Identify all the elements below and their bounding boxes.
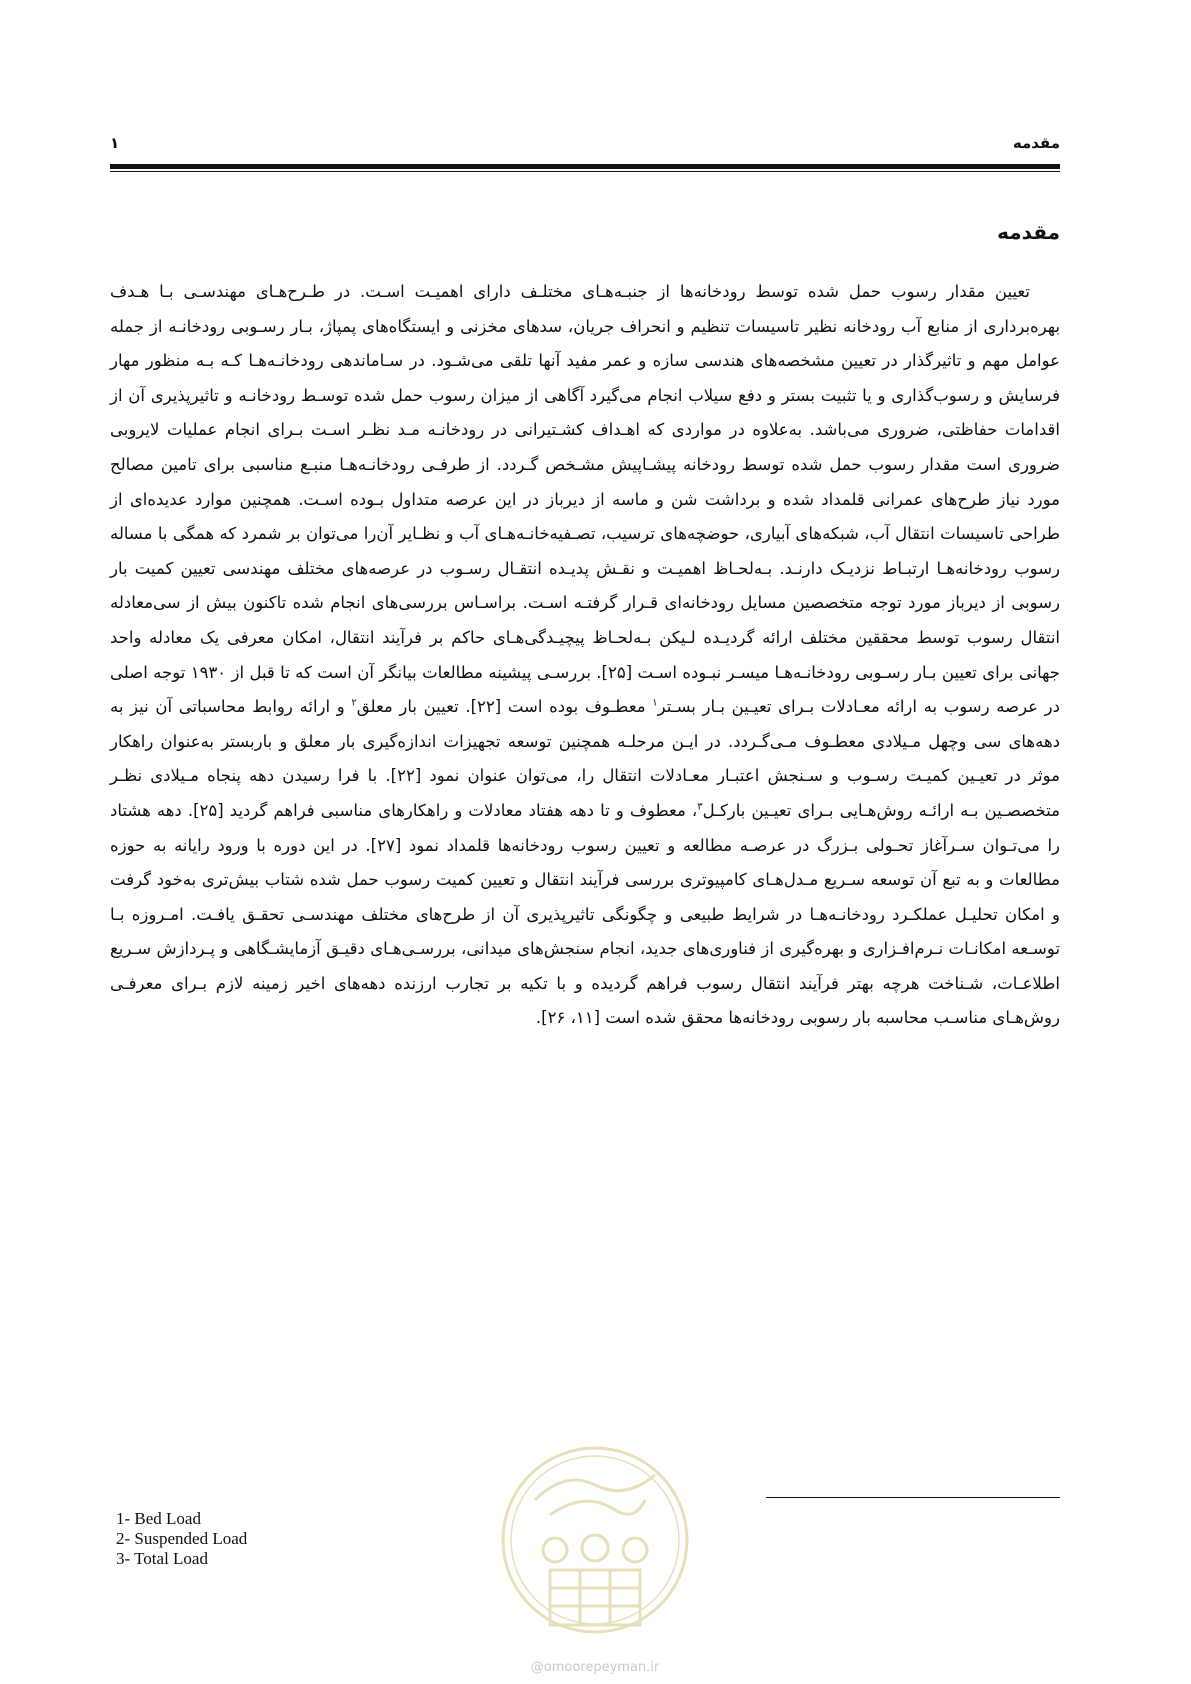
footnote-separator xyxy=(766,1497,1060,1498)
text-segment-4: ، معطوف و تا دهه هفتاد معادلات و راهکارهای مناسبی فراهم گردید [۲۵]. دهه هشتاد را می‌تـوان سـرآغاز تحـولی بـزرگ در عرصـه مطالعه و تعیین رسوب رودخانه‌ها قلمداد نمود [۲۷]. در این دوره با ورود رایانه به حوزه مطالعات و به تبع آن توسعه سـریع مـدل‌هـای کامپیوتری بررسی فرآیند انتقال و تعیین کمیت رسوب حمل شده شتاب بیش‌تری به‌خود گرفت و امکان تحلیـل عملکـرد رودخانـه‌هـا در شرایط طبیعی و چگونگی تاثیرپذیری آن از طرح‌های مختلف مهندسـی تحقـق یافـت. امـروزه بـا توسـعه امکانـات نـرم‌افـزاری و بهره‌گیری از فناوری‌های جدید، انجام سنجش‌های میدانی، بررسـی‌هـای دقیـق آزمایشـگاهی و پـردازش سـریع اطلاعـات، شـناخت هرچه بهتر فرآیند انتقال رسوب فراهم گردیده و با تکیه بر تجارب ارزنده دهه‌های اخیر زمینه لازم بـرای معرفـی روش‌هـای مناسـب محاسبه بار رسوبی رودخانه‌ها محقق شده است [۱۱، ۲۶]. xyxy=(110,800,1060,1028)
footnote-3: 3- Total Load xyxy=(116,1549,208,1568)
footnote-1: 1- Bed Load xyxy=(116,1509,201,1528)
watermark-caption: @omoorepeyman.ir xyxy=(530,1660,660,1675)
footnote-marker-1: ۱ xyxy=(652,697,658,709)
page-number: ۱ xyxy=(110,134,120,152)
footnote-marker-2: ۲ xyxy=(351,697,357,709)
footnote-marker-3: ۳ xyxy=(697,801,703,813)
running-header xyxy=(110,128,1060,158)
body-paragraph xyxy=(110,275,1060,1036)
footnotes xyxy=(116,1509,247,1569)
header-rule-thin xyxy=(110,171,1060,172)
text-segment-2: معطـوف بوده است [۲۲]. تعیین بار معلق xyxy=(356,697,653,717)
watermark-logo-icon xyxy=(495,1430,695,1660)
text-segment-3: و ارائه روابط محاسباتی آن نیز به دهه‌های سی وچهل مـیلادی معطـوف مـی‌گـردد. در ایـن مرحلـه همچنین توسعه تجهیزات اندازه‌گیری بار معلق و باربستر به‌عنوان راهکار موثر در تعیـین کمیـت رسـوب و سـنجش اعتبـار معـادلات انتقال را، می‌توان عنوان نمود [۲۲]. با فرا رسیدن دهه پنجاه مـیلادی نظـر متخصصـین بـه ارائـه روش‌هـایی بـرای تعیـین بارکـل xyxy=(110,697,1060,820)
header-rule-thick xyxy=(110,164,1060,169)
footnote-2: 2- Suspended Load xyxy=(116,1529,248,1548)
text-segment-1: تعیین مقدار رسوب حمل شده توسط رودخانه‌ها از جنبـه‌هـای مختلـف دارای اهمیـت اسـت. در طـرح‌هـای مهندسـی بـا هـدف بهره‌برداری از منابع آب رودخانه نظیر تاسیسات تنظیم و انحراف جریان، سدهای مخزنی و ایستگاه‌های پمپاژ، بـار رسـوبی رودخانـه از جمله عوامل مهم و تاثیرگذار در تعیین مشخصه‌های هندسی سازه و عمر مفید آنها تلقی می‌شـود. در سـاماندهی رودخانـه‌هـا کـه بـه منظور مهار فرسایش و رسوب‌گذاری و یا تثبیت بستر و دفع سیلاب انجام می‌گیرد آگاهی از میزان رسوب حمل شده توسـط رودخانـه و تاثیرپذیری آن از اقدامات حفاظتی، ضروری می‌باشد. به‌علاوه در مواردی که اهـداف کشـتیرانی در رودخانـه مـد نظـر اسـت بـرای انجام عملیات لایروبی ضروری است مقدار رسوب حمل شده توسط رودخانه پیشـاپیش مشـخص گـردد. از طرفـی رودخانـه‌هـا منبـع مناسبی برای تامین مصالح مورد نیاز طرح‌های عمرانی قلمداد شده و برداشت شن و ماسه از دیرباز در این عرصه متداول بـوده اسـت. همچنین موارد عدیده‌ای از طراحی تاسیسات انتقال آب، شبکه‌های آبیاری، حوضچه‌های ترسیب، تصـفیه‌خانـه‌هـای آب و نظـایر آن‌را می‌توان بر شمرد که همگی با مساله رسوب رودخانه‌هـا ارتبـاط نزدیـک دارنـد. بـه‌لحـاظ اهمیـت و نقـش پدیـده انتقـال رسـوب در عرصه‌های مختلف مهندسی تعیین کمیت بار رسوبی از دیرباز مورد توجه متخصصین مسایل رودخانه‌ای قـرار گرفتـه اسـت. براسـاس بررسی‌های انجام شده تاکنون بیش از سی‌معادله انتقال رسوب توسط محققین مختلف ارائه گردیـده لـیکن بـه‌لحـاظ پیچیـدگی‌هـای حاکم بر فرآیند انتقال، امکان معرفی یک معادله واحد جهانی برای تعیین بـار رسـوبی رودخانـه‌هـا میسـر نبـوده اسـت [۲۵]. بررسـی پیشینه مطالعات بیانگر آن است که تا قبل از ۱۹۳۰ توجه اصلی در عرصه رسوب به ارائه معـادلات بـرای تعیـین بـار بسـتر xyxy=(110,282,1060,717)
section-title: مقدمه xyxy=(997,220,1060,244)
running-title: مقدمه xyxy=(1012,134,1060,152)
body-text xyxy=(110,275,1060,1036)
